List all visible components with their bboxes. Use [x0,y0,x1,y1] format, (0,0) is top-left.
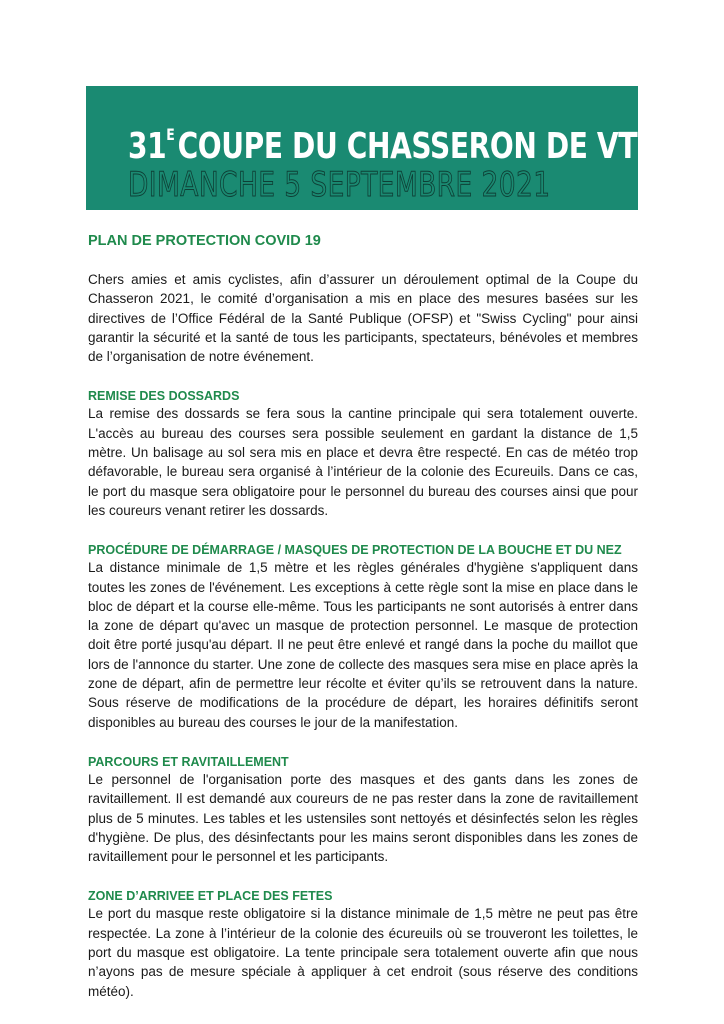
document-body [88,232,638,1001]
section-text-parcours: Le personnel de l'organisation porte des masques et des gants dans les zones de ravitaillement. Il est demandé aux coureurs de ne pas rester dans la zone de ravitaillement plus de 5 minutes. Les tables et les ustensiles sont nettoyés et désinfectés selon les règles d'hygiène. De plus, des désinfectants pour les mains seront disponibles dans les zones de ravitaillement pour le personnel et les participants. [88,771,638,865]
header-banner [86,86,657,210]
event-title-number: 31 [128,126,167,167]
section-text-arrivee: Le port du masque reste obligatoire si la distance minimale de 1,5 mètre ne peut pas être respectée. La zone à l’intérieur de la colonie des écureuils où se trouveront les toilettes, le port du masque est obligatoire. La tente principale sera totalement ouverte afin que nous n’ayons pas de mesure spéciale à appliquer à cet endroit (sous réserve des conditions météo). [88,906,638,999]
section-heading-dossards: REMISE DES DOSSARDS [88,389,240,404]
section-text-demarrage: La distance minimale de 1,5 mètre et les règles générales d'hygiène s'appliquent dans toutes les zones de l'événement. Les exceptions à cette règle sont la mise en place dans le bloc de départ et la course elle-même. Tous les participants ne sont autorisés à entrer dans la zone de départ qu'avec un masque de protection personnel. Le masque de protection doit être porté jusqu'au départ. Il ne peut être enlevé et rangé dans la poche du maillot que lors de l'annonce du starter. Une zone de collecte des masques sera mise en place après la zone de départ, afin de permettre leur récolte et éviter qu’ils se retrouvent dans la nature. Sous réserve de modifications de la procédure de départ, les horaires définitifs seront disponibles au bureau des courses le jour de la manifestation. [88,560,638,730]
section-heading-demarrage: PROCÉDURE DE DÉMARRAGE / MASQUES DE PROTECTION DE LA BOUCHE ET DU NEZ [88,543,622,558]
event-title-superscript: E [166,125,175,144]
event-title [128,116,657,167]
event-title-text: COUPE DU CHASSERON DE VTT [177,126,657,167]
event-date: DIMANCHE 5 SEPTEMBRE 2021 [128,165,551,205]
section-heading-arrivee: ZONE D’ARRIVEE ET PLACE DES FETES [88,889,333,904]
section-heading-parcours: PARCOURS ET RAVITAILLEMENT [88,754,289,769]
intro-paragraph: Chers amies et amis cyclistes, afin d’assurer un déroulement optimal de la Coupe du Chasseron 2021, le comité d’organisation a mis en place des mesures basées sur les directives de l’Office Fédéral de la Santé Publique (OFSP) et "Swiss Cycling" pour ainsi garantir la sécurité et la santé de tous les participants, spectateurs, bénévoles et membres de l’organisation de notre événement. [88,272,638,365]
document-title: PLAN DE PROTECTION COVID 19 [88,233,321,249]
section-text-dossards: La remise des dossards se fera sous la cantine principale qui sera totalement ouverte. L'accès au bureau des courses sera possible seulement en gardant la distance de 1,5 mètre. Un balisage au sol sera mis en place et devra être respecté. En cas de météo trop défavorable, le bureau sera organisé à l’intérieur de la colonie des Ecureuils. Dans ce cas, le port du masque sera obligatoire pour le personnel du bureau des courses ainsi que pour les coureurs venant retirer les dossards. [88,406,638,518]
